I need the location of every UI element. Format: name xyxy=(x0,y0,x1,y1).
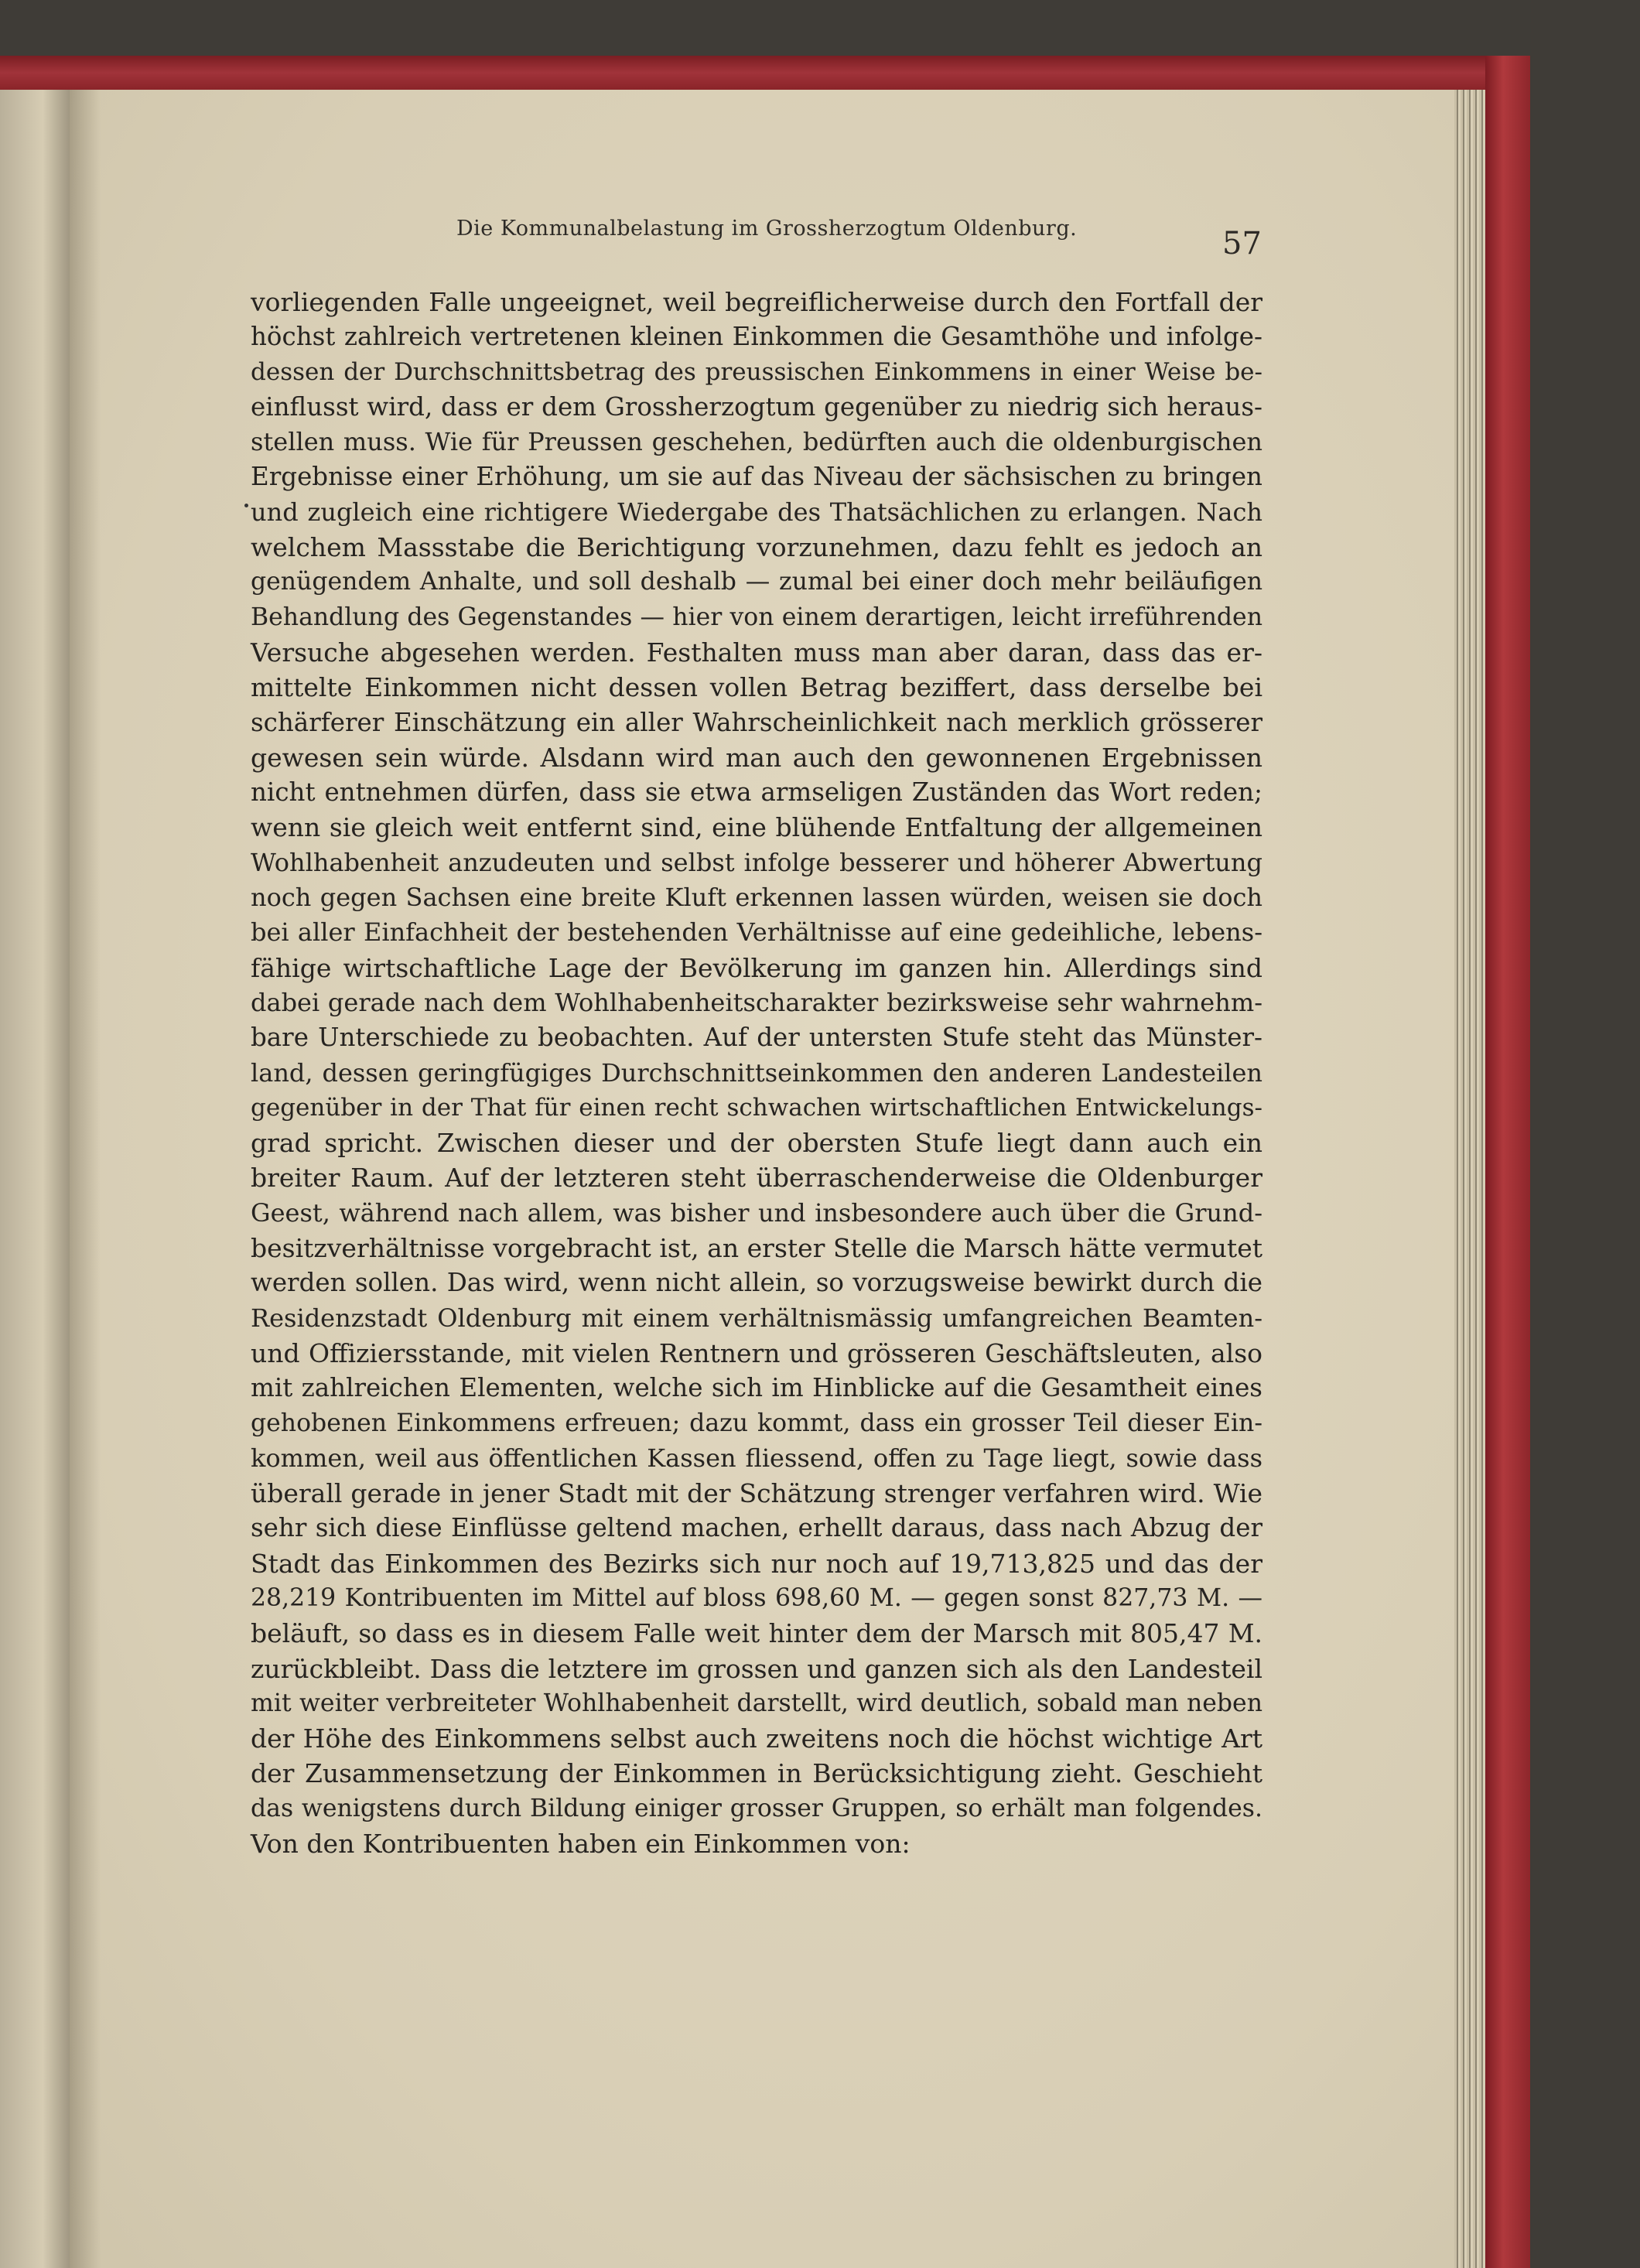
text-line: zurückbleibt. Dass die letztere im grossen und ganzen sich als den Landesteil xyxy=(251,1653,1262,1684)
text-line: besitzverhältnisse vorgebracht ist, an erster Stelle die Marsch hätte vermutet xyxy=(251,1233,1262,1264)
text-line: Versuche abgesehen werden. Festhalten muss man aber daran, dass das er- xyxy=(251,637,1262,668)
text-line: Behandlung des Gegenstandes — hier von einem derartigen, leicht irreführenden xyxy=(251,603,1262,631)
binding-right-edge xyxy=(1485,56,1530,2268)
text-line: höchst zahlreich vertretenen kleinen Einkommen die Gesamthöhe und infolge- xyxy=(251,322,1262,352)
text-line: land, dessen geringfügiges Durchschnittseinkommen den anderen Landesteilen xyxy=(251,1057,1262,1088)
text-line: gegenüber in der That für einen recht schwachen wirtschaftlichen Entwickelungs- xyxy=(251,1093,1262,1122)
text-line: Ergebnisse einer Erhöhung, um sie auf das Niveau der sächsischen zu bringen xyxy=(251,462,1262,492)
text-line: wenn sie gleich weit entfernt sind, eine blühende Entfaltung der allgemeinen xyxy=(251,812,1262,843)
text-line: überall gerade in jener Stadt mit der Schätzung strenger verfahren wird. Wie xyxy=(251,1478,1262,1509)
text-line: werden sollen. Das wird, wenn nicht allein, so vorzugsweise bewirkt durch die xyxy=(251,1268,1262,1298)
text-line: welchem Massstabe die Berichtigung vorzunehmen, dazu fehlt es jedoch an xyxy=(251,532,1262,563)
text-line: dessen der Durchschnittsbetrag des preussischen Einkommens in einer Weise be- xyxy=(251,357,1262,386)
text-line: beläuft, so dass es in diesem Falle weit hinter dem der Marsch mit 805,47 M. xyxy=(251,1618,1262,1649)
text-line: breiter Raum. Auf der letzteren steht überraschenderweise die Oldenburger xyxy=(251,1163,1262,1194)
text-line: bei aller Einfachheit der bestehenden Verhältnisse auf eine gedeihliche, lebens- xyxy=(251,917,1262,948)
text-line: und Offiziersstande, mit vielen Rentnern und grösseren Geschäftsleuten, also xyxy=(251,1337,1262,1368)
text-line: dabei gerade nach dem Wohlhabenheitscharakter bezirksweise sehr wahrnehm- xyxy=(251,987,1262,1017)
text-line: mittelte Einkommen nicht dessen vollen Betrag beziffert, dass derselbe bei xyxy=(251,672,1262,703)
running-head: Die Kommunalbelastung im Grossherzogtum Oldenburg. xyxy=(456,217,1078,241)
text-line: Geest, während nach allem, was bisher und insbesondere auch über die Grund- xyxy=(251,1197,1262,1228)
text-line: Wohlhabenheit anzudeuten und selbst infolge besserer und höherer Abwertung xyxy=(251,847,1262,877)
body-paragraph xyxy=(251,285,1262,1861)
binding-top-edge xyxy=(0,56,1528,90)
text-line: das wenigstens durch Bildung einiger grosser Gruppen, so erhält man folgendes. xyxy=(251,1794,1262,1822)
text-line: fähige wirtschaftliche Lage der Bevölkerung im ganzen hin. Allerdings sind xyxy=(251,952,1262,983)
text-line: gehobenen Einkommens erfreuen; dazu kommt, dass ein grosser Teil dieser Ein- xyxy=(251,1409,1262,1437)
text-line: noch gegen Sachsen eine breite Kluft erkennen lassen würden, weisen sie doch xyxy=(251,883,1262,913)
text-line: bare Unterschiede zu beobachten. Auf der untersten Stufe steht das Münster- xyxy=(251,1023,1262,1053)
previous-page-edge xyxy=(0,85,71,2268)
page-stack-edges xyxy=(1454,84,1487,2268)
text-line: sehr sich diese Einflüsse geltend machen, erhellt daraus, dass nach Abzug der xyxy=(251,1513,1262,1543)
margin-mark xyxy=(244,504,248,507)
text-line: schärferer Einschätzung ein aller Wahrscheinlichkeit nach merklich grösserer xyxy=(251,707,1262,737)
text-line: mit zahlreichen Elementen, welche sich im Hinblicke auf die Gesamtheit eines xyxy=(251,1373,1262,1403)
text-line: kommen, weil aus öffentlichen Kassen fliessend, offen zu Tage liegt, sowie dass xyxy=(251,1443,1262,1473)
text-line: und zugleich eine richtigere Wiedergabe des Thatsächlichen zu erlangen. Nach xyxy=(251,497,1262,527)
text-line: genügendem Anhalte, und soll deshalb — zumal bei einer doch mehr beiläufigen xyxy=(251,568,1262,596)
text-line: vorliegenden Falle ungeeignet, weil begreiflicherweise durch den Fortfall der xyxy=(251,287,1262,317)
page-gutter-shadow xyxy=(70,77,101,2268)
text-line: Stadt das Einkommen des Bezirks sich nur noch auf 19,713,825 und das der xyxy=(251,1548,1262,1579)
text-line: Von den Kontribuenten haben ein Einkommen von: xyxy=(251,1829,911,1860)
page-number: 57 xyxy=(1222,226,1262,261)
text-line: gewesen sein würde. Alsdann wird man auch den gewonnenen Ergebnissen xyxy=(251,742,1262,773)
text-line: grad spricht. Zwischen dieser und der obersten Stufe liegt dann auch ein xyxy=(251,1128,1262,1159)
text-line: 28,219 Kontribuenten im Mittel auf bloss 698,60 M. — gegen sonst 827,73 M. — xyxy=(251,1583,1262,1612)
text-line: der Höhe des Einkommens selbst auch zweitens noch die höchst wichtige Art xyxy=(251,1723,1262,1754)
text-line: nicht entnehmen dürfen, dass sie etwa armseligen Zuständen das Wort reden; xyxy=(251,777,1262,808)
text-line: stellen muss. Wie für Preussen geschehen, bedürften auch die oldenburgischen xyxy=(251,427,1262,457)
text-line: der Zusammensetzung der Einkommen in Berücksichtigung zieht. Geschieht xyxy=(251,1758,1262,1789)
text-line: mit weiter verbreiteter Wohlhabenheit darstellt, wird deutlich, sobald man neben xyxy=(251,1689,1262,1717)
text-line: einflusst wird, dass er dem Grossherzogtum gegenüber zu niedrig sich heraus- xyxy=(251,391,1262,422)
text-line: Residenzstadt Oldenburg mit einem verhältnismässig umfangreichen Beamten- xyxy=(251,1303,1262,1333)
